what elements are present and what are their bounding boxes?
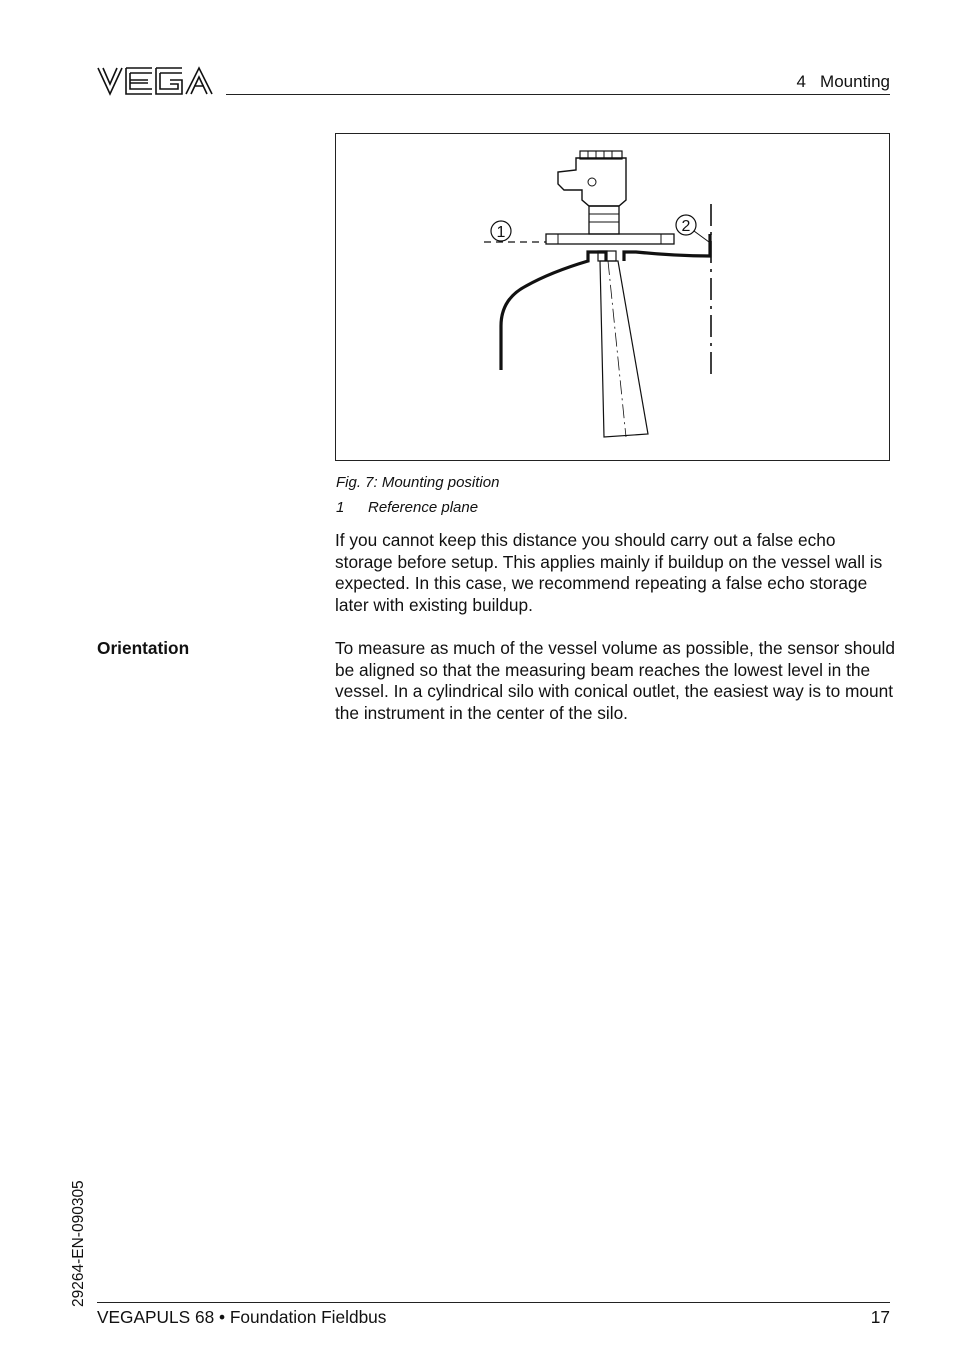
header-rule <box>226 94 890 95</box>
figure-mounting-position <box>335 133 890 461</box>
page-number: 17 <box>870 1307 890 1327</box>
footer-rule <box>97 1302 890 1303</box>
legend-item <box>336 499 478 516</box>
document-code: 29264-EN-090305 <box>70 1180 87 1307</box>
sensor-housing <box>558 158 626 206</box>
callout-1: 1 <box>496 224 506 241</box>
horn-antenna <box>600 261 648 437</box>
paragraph-orientation: To measure as much of the vessel volume as possible, the sensor should be aligned so that the measuring beam reaches the lowest level in the vessel. In a cylindrical silo with conical outlet, the easiest way is to mount the instrument in the center of the silo. <box>335 638 896 724</box>
orientation-heading: Orientation <box>97 638 190 658</box>
section-title: 4 Mounting <box>796 72 890 91</box>
mounting-diagram <box>336 134 889 460</box>
vessel-wall <box>501 252 606 370</box>
footer-title: VEGAPULS 68 • Foundation Fieldbus <box>97 1307 387 1327</box>
figure-caption: Fig. 7: Mounting position <box>336 474 500 491</box>
flange <box>546 234 674 244</box>
vega-logo <box>96 64 214 98</box>
vessel-top-right <box>624 234 710 261</box>
callout-2: 2 <box>681 218 691 235</box>
legend-number: 1 <box>336 499 345 516</box>
legend-label: Reference plane <box>368 499 479 516</box>
paragraph-false-echo: If you cannot keep this distance you should carry out a false echo storage before setup. This applies mainly if buildup on the vessel wall is expected. In this case, we recommend repeating a false echo storage later with existing buildup. <box>335 530 883 616</box>
